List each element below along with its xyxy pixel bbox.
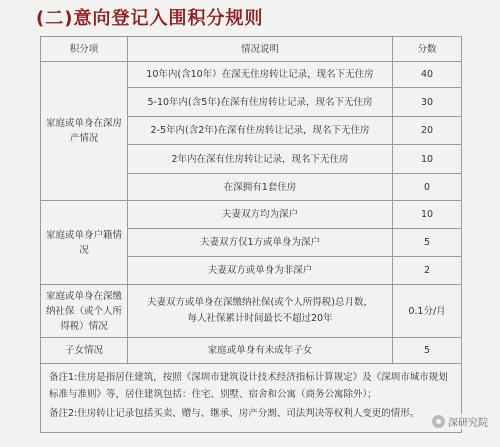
watermark-text: 深研究院 (448, 418, 488, 429)
category-children: 子女情况 (41, 338, 128, 364)
row-description: 10年内(含10年）在深无住房转让记录，现名下无住房 (128, 62, 393, 88)
row-description: 2-5年内(含2年)在深有住房转让记录，现名下无住房 (128, 117, 393, 145)
row-description: 2年内在深有住房转让记录，现名下无住房 (128, 145, 393, 174)
row-description: 5-10年内(含5年)在深有住房转让记录，现名下无住房 (128, 88, 393, 117)
category-hukou: 家庭或单身户籍情况 (41, 201, 128, 285)
table-row (41, 62, 462, 88)
table-row (41, 285, 462, 338)
table-header-row (41, 37, 462, 62)
header-item: 积分项 (41, 37, 128, 62)
header-score: 分数 (393, 37, 462, 62)
row-score: 5 (393, 229, 462, 257)
points-rules-table (40, 36, 462, 433)
row-score: 30 (393, 88, 462, 117)
row-description: 夫妻双方或单身为非深户 (128, 257, 393, 285)
row-description-line-1: 夫妻双方或单身在深缴纳社保(或个人所得税)总月数， (147, 297, 373, 308)
row-score: 10 (393, 201, 462, 229)
row-score: 0.1分/月 (393, 285, 462, 338)
notes-row (41, 364, 462, 433)
row-description: 夫妻双方仅1方或单身为深户 (128, 229, 393, 257)
wechat-logo-icon (432, 415, 445, 428)
row-score: 40 (393, 62, 462, 88)
header-description: 情况说明 (128, 37, 393, 62)
row-description-line-2: 每人社保累计时间最长不超过20年 (187, 313, 333, 324)
note-2: 备注2:住房转让记录包括买卖、赠与、继承、房产分割、司法判决等权利人变更的情形。 (49, 408, 420, 419)
category-housing: 家庭或单身在深房产情况 (41, 62, 128, 201)
row-score: 20 (393, 117, 462, 145)
row-description: 家庭或单身有未成年子女 (128, 338, 393, 364)
notes-cell (41, 364, 462, 433)
row-score: 5 (393, 338, 462, 364)
category-social-security: 家庭或单身在深缴纳社保（或个人所得税）情况 (41, 285, 128, 338)
row-description: 在深拥有1套住房 (128, 174, 393, 201)
row-score: 0 (393, 174, 462, 201)
page-title: (二)意向登记入围积分规则 (36, 8, 264, 29)
table-row (41, 338, 462, 364)
table-row (41, 201, 462, 229)
note-1: 备注1:住房是指居住建筑，按照《深圳市建筑设计技术经济指标计算规定》及《深圳市城市规划标准与准则》等，居住建筑包括：住宅、别墅、宿舍和公寓（商务公寓除外）； (49, 372, 448, 400)
row-description (128, 285, 393, 338)
watermark (430, 414, 490, 429)
row-score: 10 (393, 145, 462, 174)
row-description: 夫妻双方均为深户 (128, 201, 393, 229)
row-score: 2 (393, 257, 462, 285)
